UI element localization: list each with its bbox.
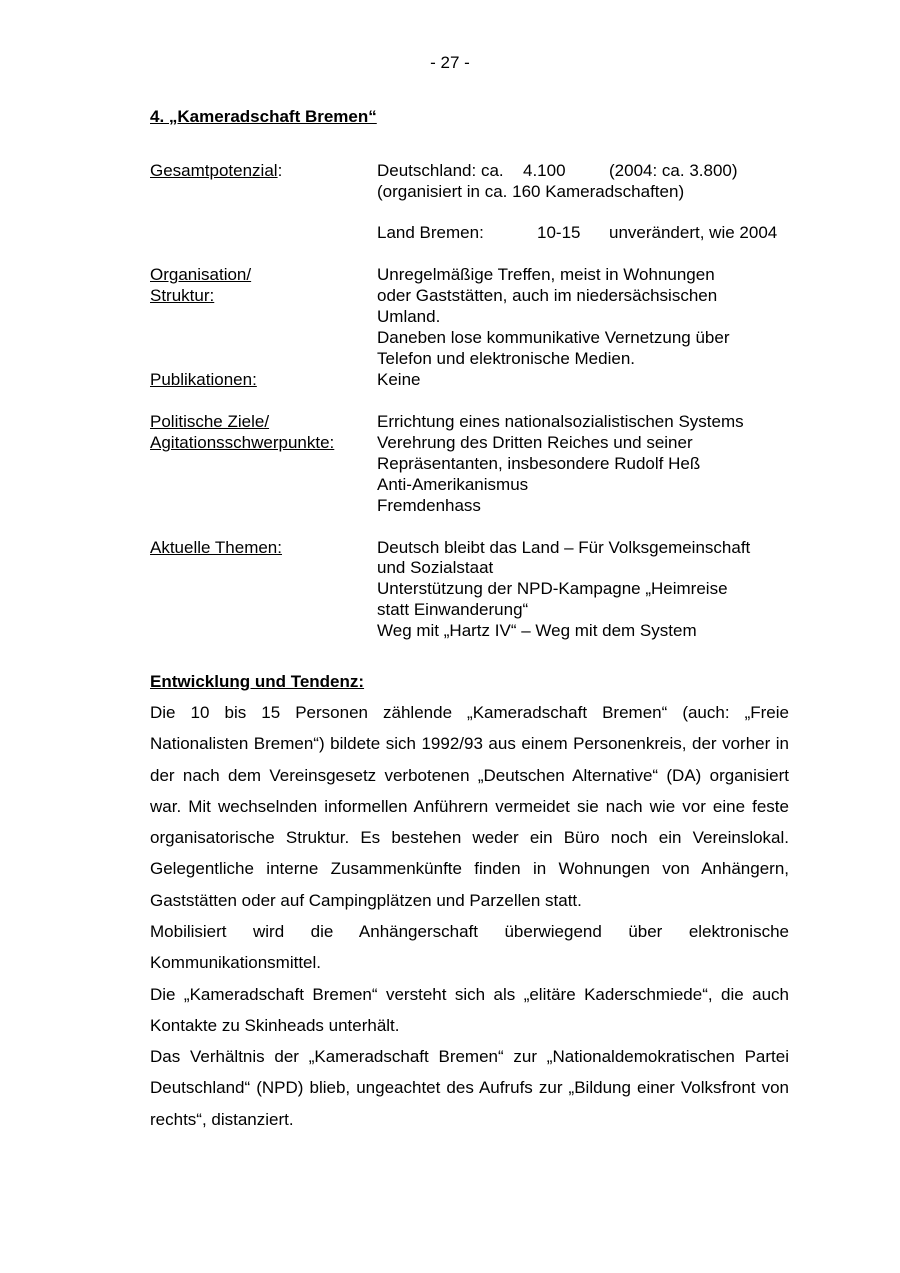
ziele-line: Anti-Amerikanismus	[377, 475, 529, 494]
ziele-label-1: Politische Ziele/	[150, 412, 270, 431]
deutschland-compare: (2004: ca. 3.800)	[609, 161, 738, 180]
organisation-line: Unregelmäßige Treffen, meist in Wohnungen	[377, 265, 715, 284]
gesamtpotenzial-label: Gesamtpotenzial	[150, 161, 278, 180]
ziele-label-2: Agitationsschwerpunkte:	[150, 433, 335, 452]
organisation-line: Daneben lose kommunikative Vernetzung über	[377, 328, 730, 347]
ziele-line: Repräsentanten, insbesondere Rudolf Heß	[377, 454, 701, 473]
bremen-compare: unverändert, wie 2004	[609, 223, 778, 242]
deutschland-note: (organisiert in ca. 160 Kameradschaften)	[377, 182, 685, 201]
ziele-line: Verehrung des Dritten Reiches und seiner	[377, 433, 693, 452]
organisation-line: Umland.	[377, 307, 441, 326]
organisation-label-2: Struktur:	[150, 286, 215, 305]
publikationen-label: Publikationen:	[150, 370, 257, 389]
organisation-label-1: Organisation/	[150, 265, 252, 284]
entwicklung-paragraph: Das Verhältnis der „Kameradschaft Bremen“ zur „Nationaldemokratischen Partei Deutschland“ (NPD) blieb, ungeachtet des Aufrufs zur „Bildung einer Volksfront von rechts“, distanziert.	[150, 1047, 789, 1129]
section-title: 4. „Kameradschaft Bremen“	[150, 107, 377, 126]
entwicklung-heading: Entwicklung und Tendenz:	[150, 672, 365, 691]
entwicklung-paragraph: Die 10 bis 15 Personen zählende „Kameradschaft Bremen“ (auch: „Freie Nationalisten Bremen“) bildete sich 1992/93 aus einem Personenkreis, der vorher in der nach dem Vereinsgesetz verbotenen „Deutschen Alternative“ (DA) organisiert war. Mit wechselnden informellen Anführern vermeidet sie nach wie vor eine feste organisatorische Struktur. Es bestehen weder ein Büro noch ein Vereinslokal. Gelegentliche interne Zusammenkünfte finden in Wohnungen von Anhängern, Gaststätten oder auf Campingplätzen und Parzellen statt.	[150, 703, 789, 910]
ziele-line: Errichtung eines nationalsozialistischen Systems	[377, 412, 744, 431]
bremen-label: Land Bremen:	[377, 223, 484, 242]
entwicklung-paragraph: Die „Kameradschaft Bremen“ versteht sich als „elitäre Kaderschmiede“, die auch Kontakte zu Skinheads unterhält.	[150, 985, 789, 1036]
organisation-line: Telefon und elektronische Medien.	[377, 349, 635, 368]
gesamtpotenzial-label-row	[150, 160, 282, 181]
themen-line: Deutsch bleibt das Land – Für Volksgemeinschaft	[377, 538, 751, 557]
themen-line: statt Einwanderung“	[377, 600, 529, 619]
ziele-line: Fremdenhass	[377, 496, 481, 515]
entwicklung-paragraph: Mobilisiert wird die Anhängerschaft überwiegend über elektronische Kommunikationsmittel.	[150, 922, 789, 973]
page-number: - 27 -	[430, 53, 470, 72]
themen-line: Weg mit „Hartz IV“ – Weg mit dem System	[377, 621, 697, 640]
themen-line: und Sozialstaat	[377, 558, 494, 577]
publikationen-value: Keine	[377, 370, 421, 389]
bremen-value: 10-15	[537, 223, 581, 242]
deutschland-label: Deutschland: ca.	[377, 161, 504, 180]
deutschland-value: 4.100	[523, 161, 566, 180]
themen-label: Aktuelle Themen:	[150, 538, 282, 557]
organisation-line: oder Gaststätten, auch im niedersächsischen	[377, 286, 718, 305]
themen-line: Unterstützung der NPD-Kampagne „Heimreise	[377, 579, 728, 598]
gesamtpotenzial-label-colon: :	[277, 161, 283, 180]
